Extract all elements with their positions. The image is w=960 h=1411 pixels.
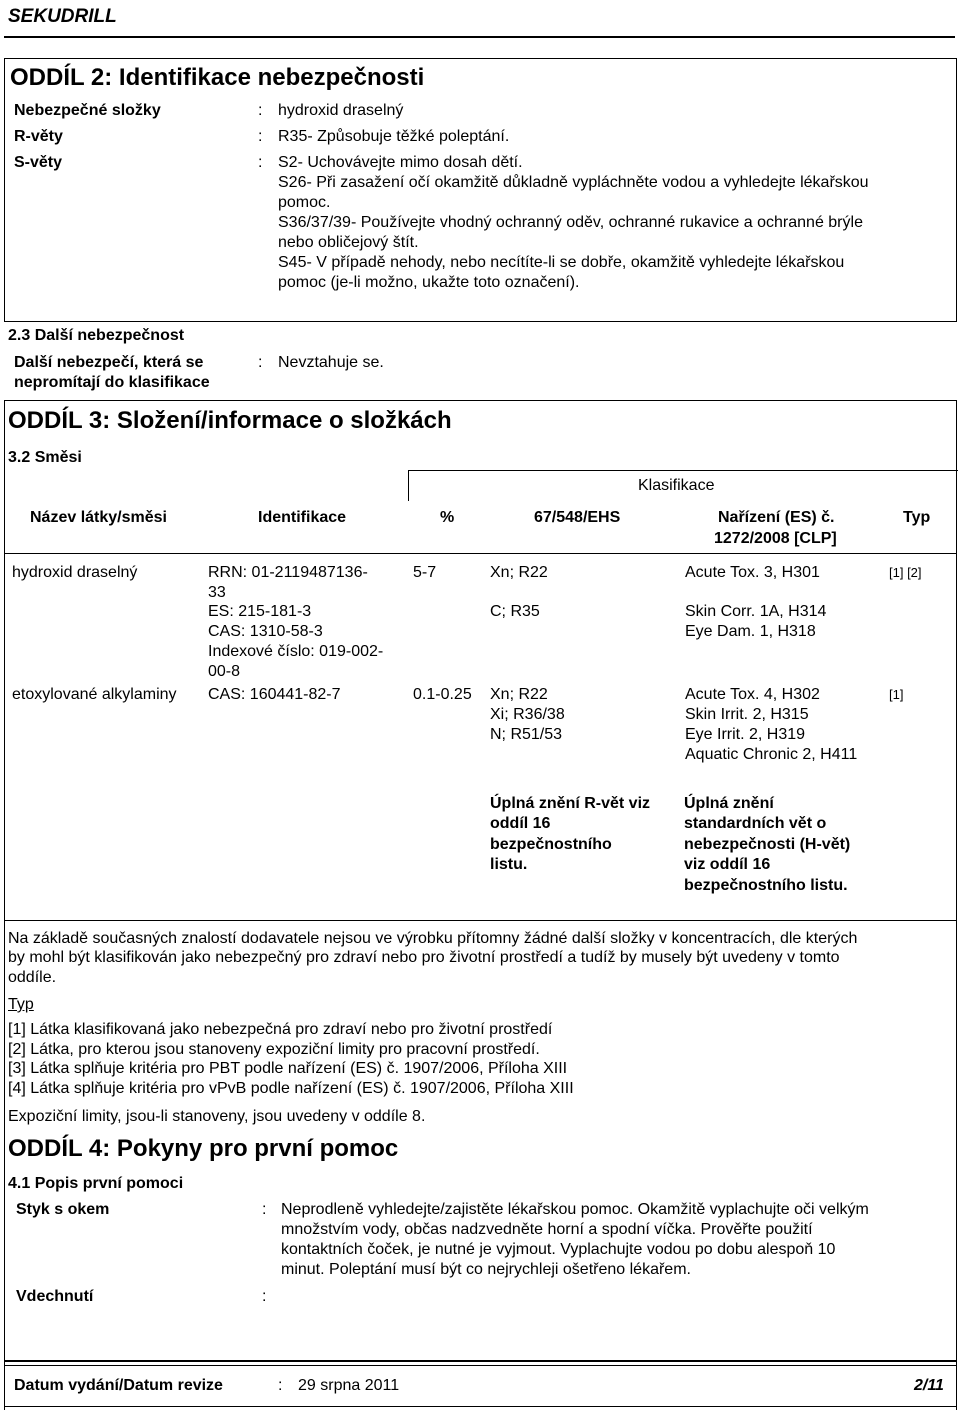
substance-clp: Eye Dam. 1, H318 (685, 623, 816, 640)
composition-paragraph: oddíle. (8, 969, 57, 986)
eye-contact-text: kontaktních čoček, je nutné je vyjmout. Vyplachujte vodou po dobu alespoň 10 (281, 1241, 836, 1258)
table-header-rule (4, 553, 957, 554)
hazardous-components-label: Nebezpečné složky (14, 102, 161, 119)
header-rule (4, 36, 955, 38)
substance-percent: 0.1-0.25 (413, 686, 472, 703)
eye-contact-label: Styk s okem (16, 1201, 110, 1218)
r-phrases-note: oddíl 16 (490, 815, 551, 832)
footer-rule (4, 1360, 957, 1362)
s-phrases-value: S2- Uchovávejte mimo dosah dětí. (278, 154, 523, 171)
composition-paragraph: by mohl být klasifikován jako nebezpečný pro zdraví nebo pro životní prostředí a tudíž by musely být uvedeny v tomto (8, 949, 840, 966)
substance-eec: N; R51/53 (490, 726, 563, 743)
substance-clp: Aquatic Chronic 2, H411 (685, 746, 858, 763)
footer-date-label: Datum vydání/Datum revize (14, 1377, 223, 1394)
r-phrases-value: R35- Způsobuje těžké poleptání. (278, 128, 510, 145)
mixtures-subtitle: 3.2 Směsi (8, 449, 82, 466)
type-legend-item: [4] Látka splňuje kritéria pro vPvB podle nařízení (ES) č. 1907/2006, Příloha XIII (8, 1080, 574, 1097)
col-header-name: Název látky/směsi (30, 509, 167, 526)
s-phrase-line: S26- Při zasažení očí okamžitě důkladně vypláchněte vodou a vyhledejte lékařskou (278, 174, 869, 191)
col-header-clp: 1272/2008 [CLP] (714, 530, 837, 547)
substance-clp: Eye Irrit. 2, H319 (685, 726, 806, 743)
substance-clp: Acute Tox. 4, H302 (685, 686, 820, 703)
col-header-clp: Nařízení (ES) č. (718, 509, 835, 526)
substance-eec: Xn; R22 (490, 564, 548, 581)
h-phrases-note: viz oddíl 16 (684, 856, 771, 873)
col-header-eec: 67/548/EHS (534, 509, 621, 526)
type-legend-item: [1] Látka klasifikovaná jako nebezpečná pro zdraví nebo pro životní prostředí (8, 1021, 553, 1038)
substance-clp: Acute Tox. 3, H301 (685, 564, 820, 581)
section-2-title: ODDÍL 2: Identifikace nebezpečnosti (10, 64, 425, 91)
s-phrase-line: nebo obličejový štít. (278, 234, 419, 251)
s-phrase-line: S36/37/39- Používejte vhodný ochranný oděv, ochranné rukavice a ochranné brýle (278, 214, 863, 231)
h-phrases-note: Úplná znění (684, 795, 774, 812)
other-hazards-value: Nevztahuje se. (278, 354, 384, 371)
s-phrases-label: S-věty (14, 154, 63, 171)
substance-identification: Indexové číslo: 019-002- (208, 643, 384, 660)
substance-eec: Xn; R22 (490, 686, 548, 703)
col-header-type: Typ (903, 509, 931, 526)
substance-eec: C; R35 (490, 603, 540, 620)
col-header-percent: % (440, 509, 455, 526)
substance-percent: 5-7 (413, 564, 437, 581)
r-phrases-note: Úplná znění R-vět viz (490, 795, 651, 812)
other-hazards-title: 2.3 Další nebezpečnost (8, 327, 185, 344)
type-legend-item: [3] Látka splňuje kritéria pro PBT podle nařízení (ES) č. 1907/2006, Příloha XIII (8, 1060, 568, 1077)
colon: : (262, 1288, 267, 1305)
section-3-title: ODDÍL 3: Složení/informace o složkách (8, 407, 452, 434)
footer-date-value: 29 srpna 2011 (298, 1377, 400, 1394)
composition-paragraph: Na základě současných znalostí dodavatele nejsou ve výrobku přítomny žádné další složky v koncentracích, dle kterých (8, 930, 858, 947)
company-name: SEKUDRILL (8, 6, 117, 27)
h-phrases-note: nebezpečnosti (H-vět) (684, 836, 851, 853)
substance-identification: CAS: 160441-82-7 (208, 686, 341, 703)
substance-identification: CAS: 1310-58-3 (208, 623, 323, 640)
colon: : (258, 354, 263, 371)
eye-contact-text: minut. Poleptání musí být co nejrychleji ošetřeno lékařem. (281, 1261, 691, 1278)
colon: : (258, 154, 263, 171)
substance-identification: 00-8 (208, 663, 241, 680)
substance-name: etoxylované alkylaminy (12, 686, 177, 703)
colon: : (262, 1201, 267, 1218)
page-number: 2/11 (914, 1377, 944, 1394)
h-phrases-note: bezpečnostního listu. (684, 877, 848, 894)
exposure-limits-note: Expoziční limity, jsou-li stanoveny, jsou uvedeny v oddíle 8. (8, 1108, 426, 1125)
substance-type: [1] [2] (889, 565, 922, 580)
type-legend-item: [2] Látka, pro kterou jsou stanoveny expoziční limity pro pracovní prostředí. (8, 1041, 540, 1058)
substance-type: [1] (889, 687, 904, 702)
s-phrase-line: S45- V případě nehody, nebo necítíte-li se dobře, okamžitě vyhledejte lékařskou (278, 254, 845, 271)
col-header-identification: Identifikace (258, 509, 347, 526)
other-hazards-label: nepromítají do klasifikace (14, 374, 210, 391)
inhalation-label: Vdechnutí (16, 1288, 94, 1305)
substance-clp: Skin Irrit. 2, H315 (685, 706, 809, 723)
table-bottom-rule (4, 920, 957, 921)
section-4-title: ODDÍL 4: Pokyny pro první pomoc (8, 1135, 399, 1162)
substance-clp: Skin Corr. 1A, H314 (685, 603, 827, 620)
r-phrases-note: listu. (490, 856, 528, 873)
classification-header: Klasifikace (638, 477, 715, 494)
substance-name: hydroxid draselný (12, 564, 138, 581)
r-phrases-note: bezpečnostního (490, 836, 612, 853)
colon: : (258, 128, 263, 145)
substance-identification: ES: 215-181-3 (208, 603, 312, 620)
substance-eec: Xi; R36/38 (490, 706, 565, 723)
substance-identification: 33 (208, 584, 226, 601)
hazardous-components-value: hydroxid draselný (278, 102, 404, 119)
substance-identification: RRN: 01-2119487136- (208, 564, 368, 581)
colon: : (278, 1377, 283, 1394)
s-phrase-line: pomoc. (278, 194, 331, 211)
eye-contact-text: množstvím vody, občas nadzvedněte horní a spodní víčka. Prověřte použití (281, 1221, 813, 1238)
s-phrase-line: pomoc (je-li možno, ukažte toto označení). (278, 274, 580, 291)
colon: : (258, 102, 263, 119)
eye-contact-text: Neprodleně vyhledejte/zajistěte lékařskou pomoc. Okamžitě vyplachujte oči velkým (281, 1201, 869, 1218)
first-aid-subtitle: 4.1 Popis první pomoci (8, 1175, 184, 1192)
r-phrases-label: R-věty (14, 128, 63, 145)
type-legend-title: Typ (8, 996, 34, 1013)
h-phrases-note: standardních vět o (684, 815, 827, 832)
other-hazards-label: Další nebezpečí, která se (14, 354, 204, 371)
